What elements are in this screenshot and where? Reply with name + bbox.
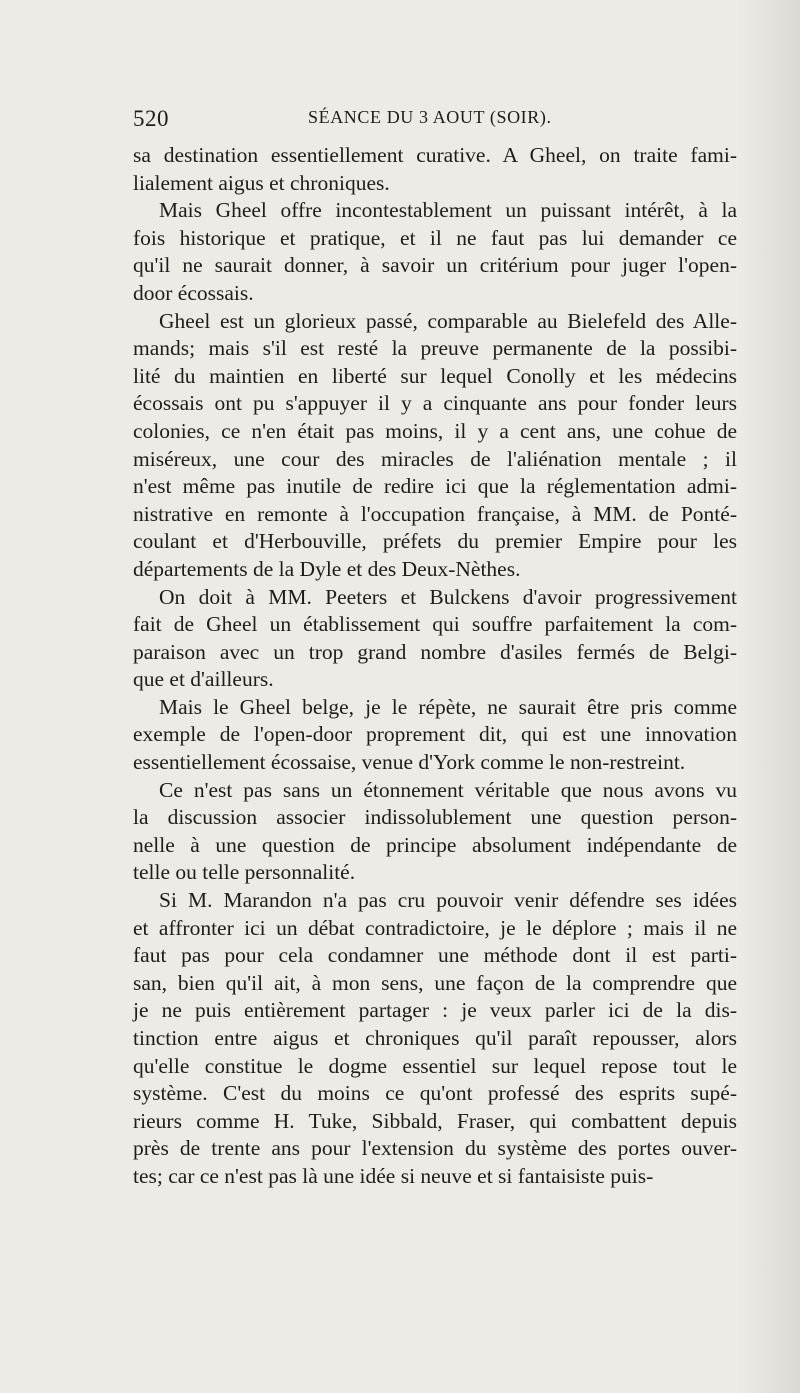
text-line: faut pas pour cela condamner une méthode dont il est parti- <box>133 943 737 968</box>
text-line: et affronter ici un débat contradictoire, je le déplore ; mais il ne <box>133 915 737 940</box>
text-line: la discussion associer indissolublement une question person- <box>133 805 737 830</box>
paragraph <box>133 887 737 1191</box>
text-line: san, bien qu'il ait, à mon sens, une façon de la comprendre que <box>133 970 737 995</box>
text-line: que et d'ailleurs. <box>133 667 274 692</box>
text-line: tes; car ce n'est pas là une idée si neuve et si fantaisiste puis- <box>133 1163 654 1188</box>
text-line: départements de la Dyle et des Deux-Nèthes. <box>133 556 521 581</box>
page-header <box>133 106 737 136</box>
body-text <box>133 142 737 1191</box>
running-head: SÉANCE DU 3 AOUT (SOIR). <box>308 107 552 127</box>
paragraph <box>133 777 737 887</box>
text-line: nistrative en remonte à l'occupation française, à MM. de Ponté- <box>133 501 737 526</box>
text-line: lialement aigus et chroniques. <box>133 170 390 195</box>
text-line: tinction entre aigus et chroniques qu'il paraît repousser, alors <box>133 1026 737 1050</box>
text-line: essentiellement écossaise, venue d'York comme le non-restreint. <box>133 750 686 775</box>
text-line: lité du maintien en liberté sur lequel Conolly et les médecins <box>133 363 737 388</box>
text-line: système. C'est du moins ce qu'ont professé des esprits supé- <box>133 1081 737 1106</box>
text-line: rieurs comme H. Tuke, Sibbald, Fraser, qui combattent depuis <box>133 1108 737 1133</box>
text-line: qu'il ne saurait donner, à savoir un critérium pour juger l'open- <box>133 253 737 278</box>
text-line: Ce n'est pas sans un étonnement véritable que nous avons vu <box>159 777 737 802</box>
page-number: 520 <box>133 106 169 131</box>
text-line: n'est même pas inutile de redire ici que la réglementation admi- <box>133 474 737 499</box>
paragraph <box>133 197 737 307</box>
text-line: fait de Gheel un établissement qui souffre parfaitement la com- <box>133 612 737 637</box>
text-line: près de trente ans pour l'extension du système des portes ouver- <box>133 1136 737 1161</box>
paragraph <box>133 308 737 584</box>
text-line: telle ou telle personnalité. <box>133 860 356 885</box>
text-line: miséreux, une cour des miracles de l'aliénation mentale ; il <box>133 446 737 471</box>
paragraph <box>133 694 737 777</box>
text-line: paraison avec un trop grand nombre d'asiles fermés de Belgi- <box>133 639 737 664</box>
text-line: exemple de l'open-door proprement dit, qui est une innovation <box>133 722 737 747</box>
text-line: On doit à MM. Peeters et Bulckens d'avoir progressivement <box>159 584 737 609</box>
text-line: door écossais. <box>133 280 254 305</box>
text-line: Gheel est un glorieux passé, comparable au Bielefeld des Alle- <box>159 308 737 333</box>
paragraph <box>133 584 737 694</box>
text-line: fois historique et pratique, et il ne faut pas lui demander ce <box>133 225 737 250</box>
text-line: écossais ont pu s'appuyer il y a cinquante ans pour fonder leurs <box>133 391 737 416</box>
text-line: qu'elle constitue le dogme essentiel sur lequel repose tout le <box>133 1053 737 1078</box>
text-line: coulant et d'Herbouville, préfets du premier Empire pour les <box>133 529 737 554</box>
text-line: Mais Gheel offre incontestablement un puissant intérêt, à la <box>159 198 737 223</box>
text-line: colonies, ce n'en était pas moins, il y a cent ans, une cohue de <box>133 418 737 443</box>
text-line: sa destination essentiellement curative. A Gheel, on traite fami- <box>133 143 737 167</box>
text-line: mands; mais s'il est resté la preuve permanente de la possibi- <box>133 336 737 361</box>
text-line: nelle à une question de principe absolument indépendante de <box>133 832 737 857</box>
text-line: Mais le Gheel belge, je le répète, ne saurait être pris comme <box>159 694 737 719</box>
page-edge-shadow <box>740 0 800 1393</box>
paragraph <box>133 142 737 197</box>
text-line: je ne puis entièrement partager : je veux parler ici de la dis- <box>133 998 737 1023</box>
text-line: Si M. Marandon n'a pas cru pouvoir venir défendre ses idées <box>159 888 737 913</box>
